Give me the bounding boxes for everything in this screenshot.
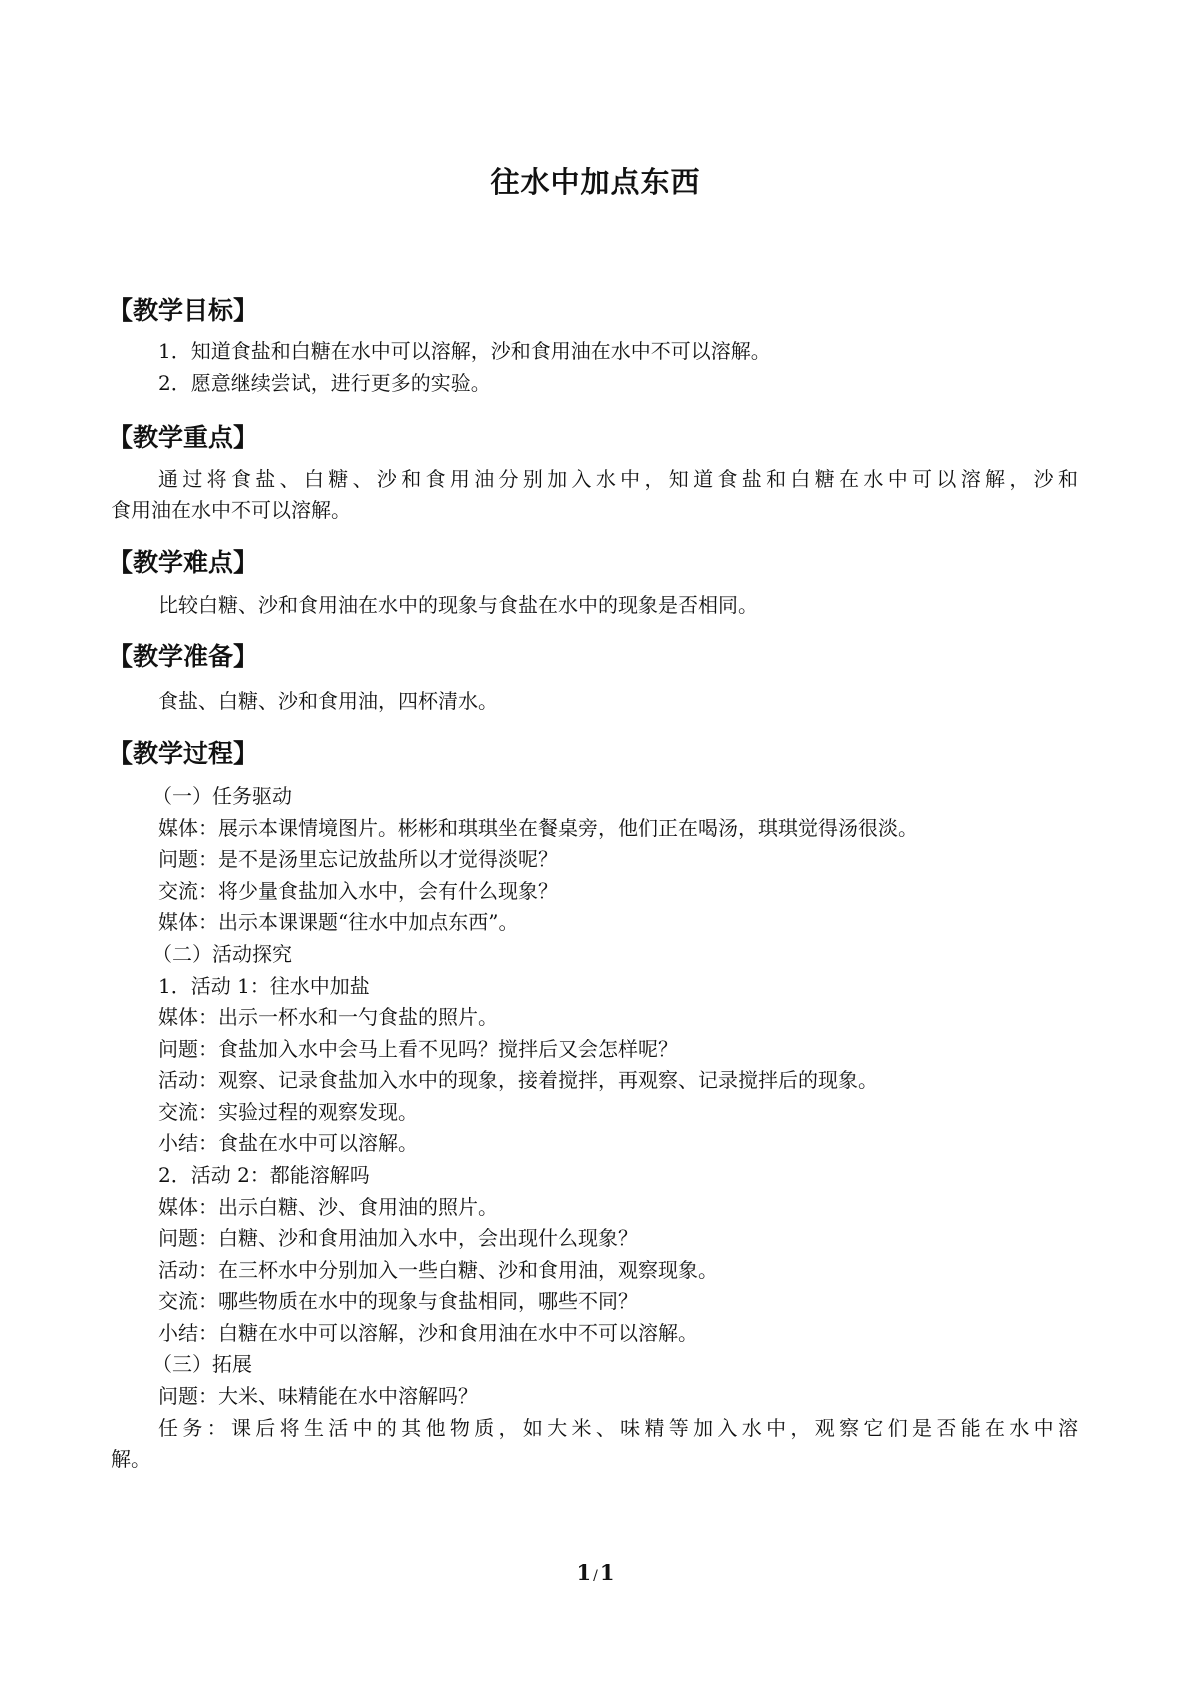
difficulties-text: 比较白糖、沙和食用油在水中的现象与食盐在水中的现象是否相同。 (158, 593, 758, 617)
section-heading-goals: 【教学目标】 (108, 296, 259, 325)
process-line: 媒体：展示本课情境图片。彬彬和琪琪坐在餐桌旁，他们正在喝汤，琪琪觉得汤很淡。 (158, 816, 918, 840)
goal-item: 2．愿意继续尝试，进行更多的实验。 (158, 371, 491, 395)
current-page: 1 (576, 1560, 592, 1585)
section-heading-difficulties: 【教学难点】 (108, 548, 259, 577)
section-heading-key-points: 【教学重点】 (108, 423, 259, 452)
process-line: 任务：课后将生活中的其他物质，如大米、味精等加入水中，观察它们是否能在水中溶 (158, 1416, 1078, 1440)
process-line: 问题：是不是汤里忘记放盐所以才觉得淡呢？ (158, 847, 558, 871)
process-line: 1．活动 1：往水中加盐 (158, 974, 370, 998)
process-line: 解。 (111, 1447, 151, 1471)
preparation-text: 食盐、白糖、沙和食用油，四杯清水。 (158, 689, 498, 713)
key-points-text: 通过将食盐、白糖、沙和食用油分别加入水中，知道食盐和白糖在水中可以溶解，沙和 (158, 467, 1078, 491)
process-line: 交流：实验过程的观察发现。 (158, 1100, 418, 1124)
process-line: 媒体：出示本课课题“往水中加点东西”。 (158, 910, 519, 934)
process-line: 问题：白糖、沙和食用油加入水中，会出现什么现象？ (158, 1226, 638, 1250)
process-subheading: （二）活动探究 (152, 942, 292, 966)
process-line: 2．活动 2：都能溶解吗 (158, 1163, 370, 1187)
page-title: 往水中加点东西 (490, 165, 701, 199)
process-subheading: （一）任务驱动 (152, 784, 292, 808)
process-subheading: （三）拓展 (152, 1352, 252, 1376)
page-separator: / (593, 1568, 598, 1584)
process-line: 小结：食盐在水中可以溶解。 (158, 1131, 418, 1155)
process-line: 媒体：出示白糖、沙、食用油的照片。 (158, 1195, 498, 1219)
goal-item: 1．知道食盐和白糖在水中可以溶解，沙和食用油在水中不可以溶解。 (158, 339, 771, 363)
total-pages: 1 (599, 1560, 615, 1585)
process-line: 活动：观察、记录食盐加入水中的现象，接着搅拌，再观察、记录搅拌后的现象。 (158, 1068, 878, 1092)
process-line: 小结：白糖在水中可以溶解，沙和食用油在水中不可以溶解。 (158, 1321, 698, 1345)
key-points-text: 食用油在水中不可以溶解。 (111, 498, 351, 522)
process-line: 交流：哪些物质在水中的现象与食盐相同，哪些不同？ (158, 1289, 638, 1313)
section-heading-process: 【教学过程】 (108, 739, 259, 768)
process-line: 问题：食盐加入水中会马上看不见吗？搅拌后又会怎样呢？ (158, 1037, 678, 1061)
section-heading-preparation: 【教学准备】 (108, 642, 259, 671)
process-line: 交流：将少量食盐加入水中，会有什么现象？ (158, 879, 558, 903)
page-number (0, 1560, 1191, 1585)
process-line: 媒体：出示一杯水和一勺食盐的照片。 (158, 1005, 498, 1029)
process-line: 问题：大米、味精能在水中溶解吗？ (158, 1384, 478, 1408)
process-line: 活动：在三杯水中分别加入一些白糖、沙和食用油，观察现象。 (158, 1258, 718, 1282)
